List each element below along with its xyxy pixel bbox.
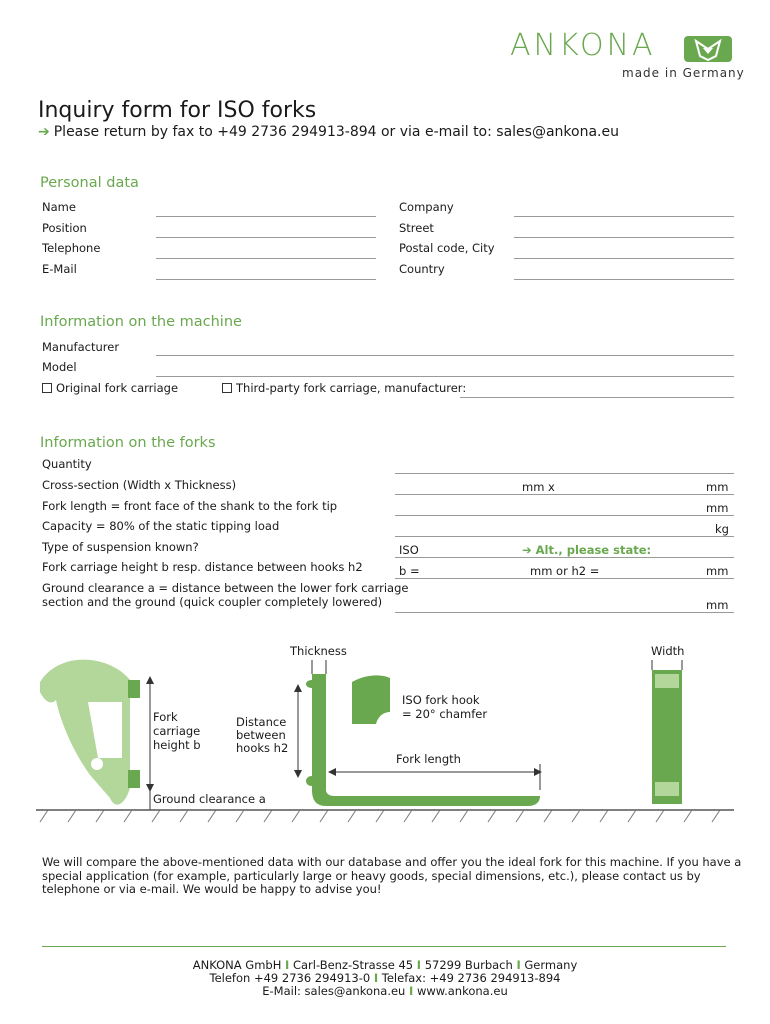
country-field[interactable] <box>514 279 734 280</box>
closing-paragraph: We will compare the above-mentioned data with our database and offer you the ideal fork for this machine. If you have a special application (for example, particularly large or heavy goods, special dimensions, etc.), please contact us by telephone or via e-mail. We would be happy to advise you! <box>42 855 742 896</box>
suspension-label: Type of suspension known? <box>42 540 199 554</box>
diagram-fork-length: Fork length <box>396 752 461 766</box>
cross-section-field[interactable] <box>395 494 734 495</box>
footer-street: Carl-Benz-Strasse 45 <box>292 958 414 972</box>
fork-length-field[interactable] <box>395 515 734 516</box>
footer-telefon: Telefon +49 2736 294913-0 <box>209 971 371 985</box>
brand-tagline: made in Germany <box>622 66 745 80</box>
iso-hook-illustration <box>352 675 390 724</box>
email-field[interactable] <box>156 279 376 280</box>
third-party-carriage-checkbox[interactable] <box>222 383 232 393</box>
suspension-alt-label: Alt., please state: <box>535 543 652 557</box>
fox-head-logo-icon <box>684 36 732 62</box>
model-label: Model <box>42 360 77 374</box>
third-party-manufacturer-field[interactable] <box>460 397 734 398</box>
diagram-thickness: Thickness <box>290 644 347 658</box>
diagram-distance-2: between <box>236 728 286 742</box>
company-field[interactable] <box>514 216 734 217</box>
footer-city: 57299 Burbach <box>424 958 513 972</box>
footer-web[interactable]: www.ankona.eu <box>416 984 508 998</box>
footer-separator: I <box>516 958 521 972</box>
diagram-carriage-height-2: carriage <box>153 724 201 738</box>
footer-company: ANKONA GmbH <box>192 958 282 972</box>
position-field[interactable] <box>156 237 376 238</box>
postal-field[interactable] <box>514 258 734 259</box>
suspension-field[interactable] <box>395 557 734 558</box>
fork-length-label: Fork length = front face of the shank to the fork tip <box>42 499 338 513</box>
footer-contact <box>0 985 770 998</box>
ground-clearance-unit: mm <box>706 598 729 612</box>
manufacturer-label: Manufacturer <box>42 340 120 354</box>
b-equals: b = <box>399 564 420 578</box>
section-personal-data: Personal data <box>40 175 139 191</box>
manufacturer-field[interactable] <box>156 355 734 356</box>
carriage-height-unit: mm <box>706 564 729 578</box>
section-forks: Information on the forks <box>40 435 216 451</box>
cross-section-unit-x: mm x <box>522 480 555 494</box>
original-carriage-checkbox[interactable] <box>42 383 52 393</box>
diagram-distance-3: hooks h2 <box>236 741 289 755</box>
brand-name: ANKONA <box>510 28 656 63</box>
street-label: Street <box>399 221 434 235</box>
postal-label: Postal code, City <box>399 241 495 255</box>
diagram-distance-1: Distance <box>236 715 287 729</box>
arrow-right-icon: ➔ <box>522 543 536 557</box>
cross-section-label: Cross-section (Width x Thickness) <box>42 478 237 492</box>
subtitle-text: Please return by fax to +49 2736 294913-894 or via e-mail to: sales@ankona.eu <box>53 124 619 140</box>
ground-clearance-label-1: Ground clearance a = distance between the lower fork carriage <box>42 581 409 595</box>
footer-separator: I <box>285 958 290 972</box>
model-field[interactable] <box>156 376 734 377</box>
footer-email[interactable]: E-Mail: sales@ankona.eu <box>262 984 406 998</box>
footer-telefax: Telefax: +49 2736 294913-894 <box>381 971 561 985</box>
mm-or-h2: mm or h2 = <box>530 564 600 578</box>
diagram-iso-hook-1: ISO fork hook <box>402 693 480 707</box>
company-label: Company <box>399 200 454 214</box>
fork-length-unit: mm <box>706 501 729 515</box>
capacity-unit: kg <box>715 522 729 536</box>
capacity-field[interactable] <box>395 536 734 537</box>
name-label: Name <box>42 200 76 214</box>
suspension-alt-option[interactable] <box>522 543 651 557</box>
footer-divider <box>42 946 726 947</box>
original-carriage-option[interactable] <box>42 381 178 395</box>
ground-clearance-label-2: section and the ground (quick coupler completely lowered) <box>42 595 383 609</box>
return-instructions <box>38 124 619 140</box>
diagram-carriage-height-3: height b <box>153 738 201 752</box>
footer-country: Germany <box>524 958 578 972</box>
original-carriage-label: Original fork carriage <box>56 381 179 395</box>
quantity-field[interactable] <box>395 473 734 474</box>
carriage-height-label: Fork carriage height b resp. distance between hooks h2 <box>42 560 363 574</box>
footer-separator: I <box>409 984 414 998</box>
section-machine: Information on the machine <box>40 314 242 330</box>
arrow-right-icon: ➔ <box>38 124 50 140</box>
diagram-ground-clearance: Ground clearance a <box>153 792 266 806</box>
email-label: E-Mail <box>42 262 77 276</box>
name-field[interactable] <box>156 216 376 217</box>
page-title: Inquiry form for ISO forks <box>38 98 317 123</box>
third-party-carriage-option[interactable] <box>222 381 466 395</box>
third-party-carriage-label: Third-party fork carriage, manufacturer: <box>236 381 467 395</box>
diagram-iso-hook-2: = 20° chamfer <box>402 707 488 721</box>
carriage-height-field[interactable] <box>395 578 734 579</box>
fork-dimension-diagram <box>0 640 770 830</box>
suspension-iso-option[interactable]: ISO <box>399 543 419 557</box>
telephone-field[interactable] <box>156 258 376 259</box>
ground-clearance-field[interactable] <box>395 612 734 613</box>
position-label: Position <box>42 221 87 235</box>
quantity-label: Quantity <box>42 457 92 471</box>
diagram-width: Width <box>651 644 685 658</box>
capacity-label: Capacity = 80% of the static tipping load <box>42 519 280 533</box>
footer-separator: I <box>416 958 422 972</box>
street-field[interactable] <box>514 237 734 238</box>
footer-separator: I <box>373 971 379 985</box>
diagram-carriage-height-1: Fork <box>153 710 178 724</box>
cross-section-unit: mm <box>706 480 729 494</box>
country-label: Country <box>399 262 445 276</box>
telephone-label: Telephone <box>42 241 101 255</box>
